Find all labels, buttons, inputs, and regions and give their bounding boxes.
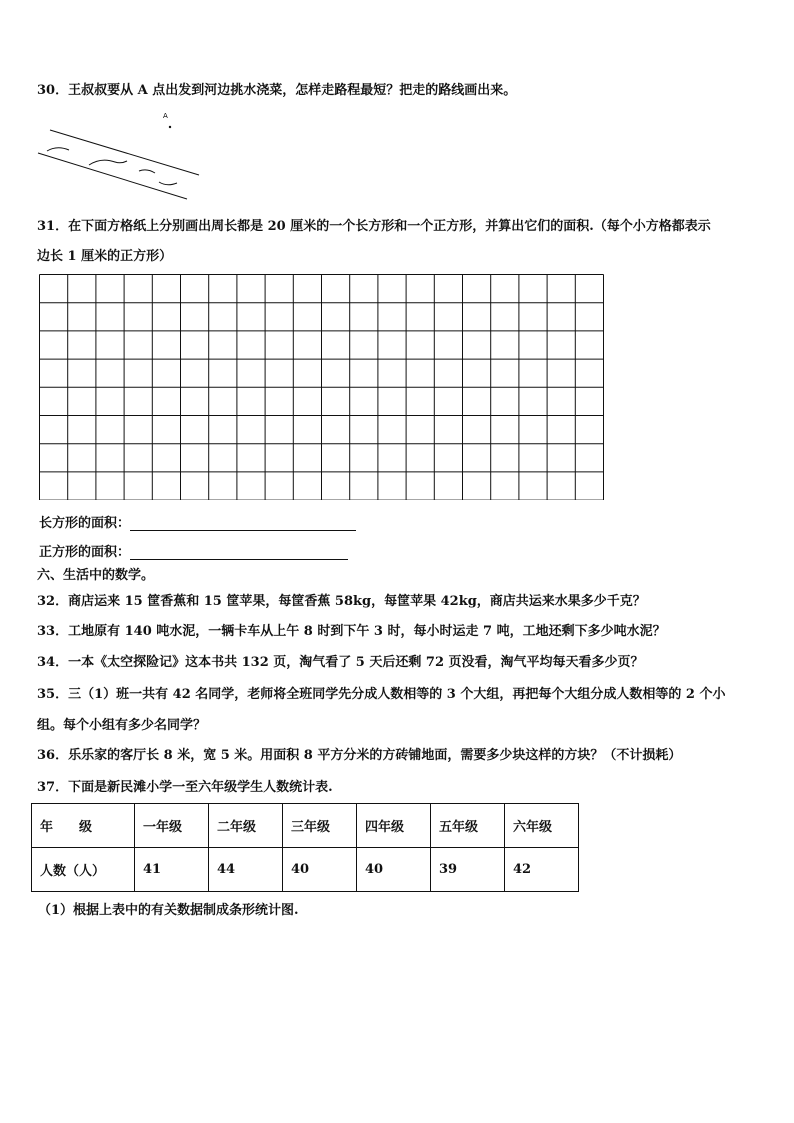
table-cell-grade: 三年级 (283, 804, 357, 848)
table-cell-grade: 六年级 (505, 804, 579, 848)
rectangle-area-label: 长方形的面积： (39, 516, 131, 531)
question-33: 33．工地原有 140 吨水泥，一辆卡车从上午 8 时到下午 3 时，每小时运走 7 吨，工地还剩下多少吨水泥？ (37, 624, 666, 639)
table-header-grade: 年 级 (32, 804, 135, 848)
water-wave (159, 182, 177, 185)
square-area-label: 正方形的面积： (39, 545, 131, 560)
table-cell-count: 42 (505, 848, 579, 892)
question-31-line2: 边长 1 厘米的正方形） (37, 249, 173, 264)
table-cell-grade: 二年级 (209, 804, 283, 848)
table-cell-grade: 四年级 (357, 804, 431, 848)
table-cell-count: 44 (209, 848, 283, 892)
rectangle-area-blank[interactable] (130, 516, 356, 531)
point-a (169, 126, 171, 128)
table-cell-count: 40 (283, 848, 357, 892)
student-count-table (31, 803, 579, 892)
table-cell-count: 40 (357, 848, 431, 892)
point-a-label: A (163, 112, 168, 120)
river-bank-lower (38, 153, 187, 199)
table-row-grades (32, 804, 579, 848)
question-37-part1: （1）根据上表中的有关数据制成条形统计图. (38, 903, 299, 918)
table-cell-grade: 一年级 (135, 804, 209, 848)
water-wave (89, 160, 127, 165)
question-36: 36．乐乐家的客厅长 8 米，宽 5 米。用面积 8 平方分米的方砖铺地面，需要多少块这样的方块？（不计损耗） (37, 748, 682, 763)
square-area-blank[interactable] (130, 545, 348, 560)
question-35-line2: 组。每个小组有多少名同学？ (37, 718, 207, 733)
square-grid-paper[interactable] (39, 274, 607, 500)
table-row-counts (32, 848, 579, 892)
water-wave (47, 148, 69, 151)
square-area-answer (39, 541, 348, 560)
question-32: 32．商店运来 15 筐香蕉和 15 筐苹果，每筐香蕉 58kg，每筐苹果 42kg，商店共运来水果多少千克？ (37, 594, 646, 609)
question-31-line1: 31．在下面方格纸上分别画出周长都是 20 厘米的一个长方形和一个正方形，并算出它们的面积.（每个小方格都表示 (37, 219, 711, 234)
table-cell-grade: 五年级 (431, 804, 505, 848)
table-header-count: 人数（人） (32, 848, 135, 892)
table-cell-count: 39 (431, 848, 505, 892)
table-cell-count: 41 (135, 848, 209, 892)
section-heading-6: 六、生活中的数学。 (37, 568, 155, 583)
river-diagram (37, 108, 207, 200)
question-35-line1: 35．三（1）班一共有 42 名同学，老师将全班同学先分成人数相等的 3 个大组，再把每个大组分成人数相等的 2 个小 (37, 687, 726, 702)
question-37: 37．下面是新民滩小学一至六年级学生人数统计表. (37, 780, 333, 795)
question-30: 30．王叔叔要从 A 点出发到河边挑水浇菜，怎样走路程最短？把走的路线画出来。 (37, 83, 517, 98)
rectangle-area-answer (39, 512, 356, 531)
question-34: 34．一本《太空探险记》这本书共 132 页，淘气看了 5 天后还剩 72 页没看，淘气平均每天看多少页？ (37, 655, 644, 670)
river-bank-upper (50, 130, 199, 175)
water-wave (139, 170, 155, 173)
